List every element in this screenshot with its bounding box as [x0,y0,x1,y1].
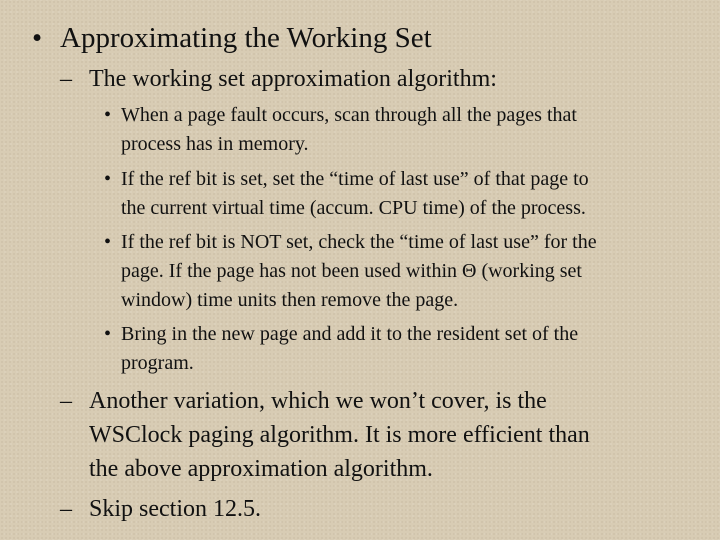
dash-bullet: – [60,496,72,522]
list-item-text: When a page fault occurs, scan through all the pages that process has in memory. [121,104,577,155]
list-item-text: Bring in the new page and add it to the resident set of the program. [121,323,579,374]
list-item-text: If the ref bit is set, set the “time of last use” of that page to the current virtual time (accum. CPU time) of the process. [121,168,589,219]
slide-title: Approximating the Working Set [60,22,432,54]
title-item [32,22,432,55]
item-bullet: • [104,104,112,126]
list-item [104,101,577,159]
item-bullet: • [104,168,112,190]
subpoint-text: Skip section 12.5. [89,496,261,522]
item-bullet: • [104,323,112,345]
list-item [104,320,578,378]
item-bullet: • [104,231,112,253]
subpoint-skip-section [60,492,261,526]
title-bullet: • [32,22,43,54]
list-item [104,228,597,315]
dash-bullet: – [60,66,72,92]
subpoint-working-set-algorithm [60,62,497,96]
dash-bullet: – [60,388,72,414]
list-item [104,165,589,223]
subpoint-text: The working set approximation algorithm: [89,66,497,92]
subpoint-text: Another variation, which we won’t cover, is the WSClock paging algorithm. It is more efficient than the above approximation algorithm. [89,388,590,482]
subpoint-wsclock [60,384,590,486]
list-item-text: If the ref bit is NOT set, check the “time of last use” for the page. If the page has not been used within Θ (working set window) time units then remove the page. [121,231,597,311]
